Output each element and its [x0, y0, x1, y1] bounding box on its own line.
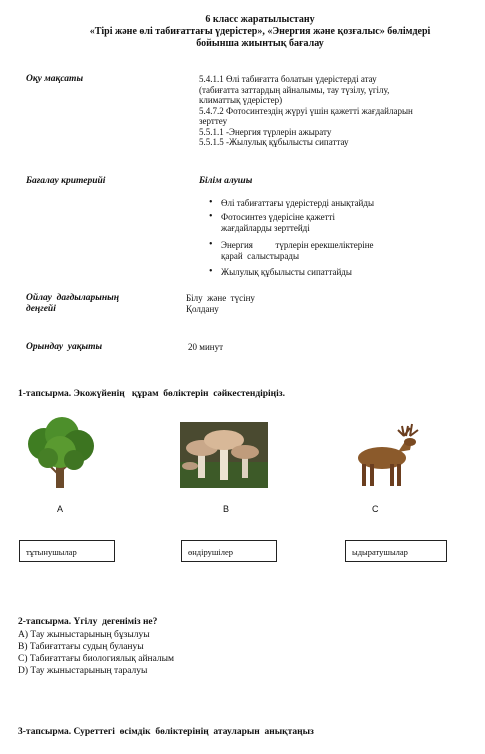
criteria-bullet-cont: жағдайларды зерттейді	[221, 223, 310, 233]
picture-label-c: C	[372, 504, 379, 514]
thinking-value-2: Қолдану	[186, 304, 219, 314]
answer-box-producers[interactable]: өндірушілер	[181, 540, 277, 562]
objective-line: климаттық үдерістер)	[199, 95, 283, 105]
criteria-bullet-cont: қарай салыстырады	[221, 251, 299, 261]
criteria-bullet: • Жылулық құбылысты сипаттайды	[221, 267, 352, 278]
task2-title: 2-тапсырма. Үгілу дегеніміз не?	[18, 617, 158, 627]
criteria-bullet: • Өлі табиғаттағы үдерістерді анықтайды	[221, 198, 374, 209]
header-line-2: «Тірі және өлі табиғаттағы үдерістер», «Энергия және қозғалыс» бөлімдері	[89, 26, 431, 37]
task3-title: 3-тапсырма. Суреттегі өсімдік бөліктерінің атауларын анықтаңыз	[18, 727, 314, 737]
header-line-3: бойынша жиынтық бағалау	[196, 38, 324, 49]
objective-line: (табиғатта заттардың айналымы, тау түзілу, үгілу,	[199, 84, 390, 95]
objective-line: 5.5.1.5 -Жылулық құбылысты сипаттау	[199, 137, 349, 147]
task2-option: B) Табиғаттағы судың булануы	[18, 642, 144, 652]
criteria-label: Бағалау критерийі	[26, 176, 106, 186]
answer-box-decomposers[interactable]: ыдыратушылар	[345, 540, 447, 562]
criteria-heading: Білім алушы	[199, 176, 253, 186]
deer-icon	[346, 422, 424, 490]
criteria-bullet: • Энергия түрлерін ерекшеліктеріне	[221, 240, 374, 251]
tree-icon	[22, 416, 100, 490]
answer-box-consumers[interactable]: тұтынушылар	[19, 540, 115, 562]
thinking-value: Білу және түсіну	[186, 293, 255, 303]
task2-option: D) Тау жыныстарының таралуы	[18, 666, 148, 676]
objective-line: зерттеу	[199, 116, 228, 126]
time-label: Орындау уақыты	[26, 342, 103, 352]
picture-label-a: A	[57, 504, 64, 514]
mushrooms-icon	[180, 422, 268, 488]
thinking-label-2: деңгейі	[26, 304, 56, 314]
thinking-label: Ойлау дағдыларының	[26, 293, 119, 303]
picture-label-b: B	[223, 504, 230, 514]
header-line-1: 6 класс жаратылыстану	[205, 14, 315, 25]
task2-option: A) Тау жыныстарының бұзылуы	[18, 630, 150, 640]
task2-option: C) Табиғаттағы биологиялық айналым	[18, 654, 175, 664]
time-value: 20 минут	[188, 342, 224, 352]
objective-line: 5.4.1.1 Өлі табиғатта болатын үдерістерді атау	[199, 74, 377, 84]
task1-title: 1-тапсырма. Экожүйенің құрам бөліктерін сәйкестендіріңіз.	[18, 389, 285, 399]
objectives-text	[199, 74, 479, 148]
criteria-bullet: • Фотосинтез үдерісіне қажетті	[221, 212, 335, 223]
objectives-label: Оқу мақсаты	[26, 74, 84, 84]
objective-line: 5.4.7.2 Фотосинтездің жүруі үшін қажетті жағдайларын	[199, 105, 413, 116]
objective-line: 5.5.1.1 -Энергия түрлерін ажырату	[199, 126, 332, 137]
